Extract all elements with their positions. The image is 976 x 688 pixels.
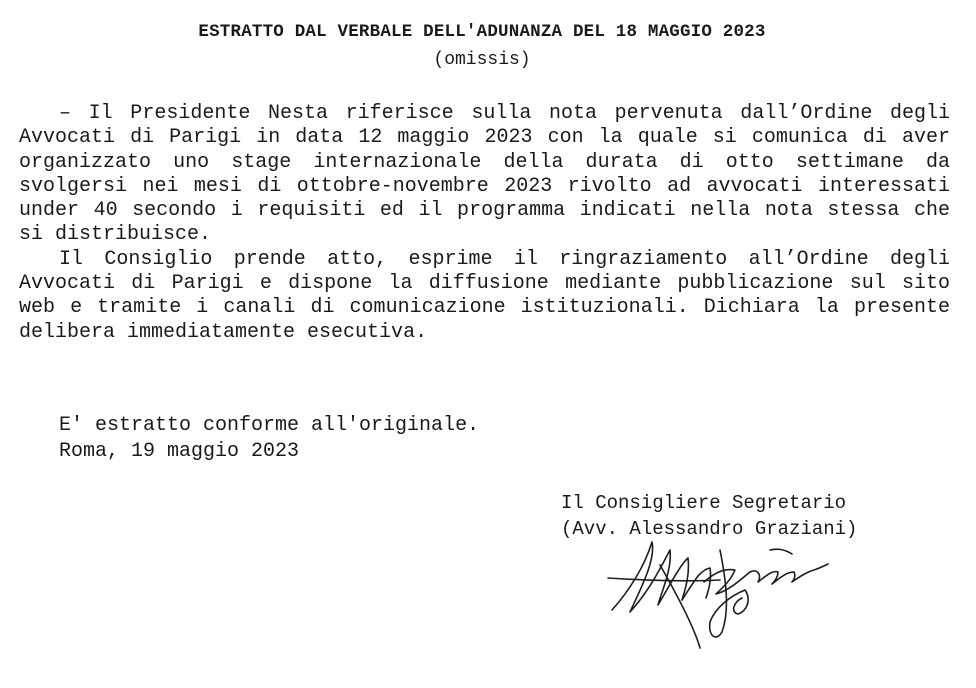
signatory-role: Il Consigliere Segretario	[561, 492, 847, 514]
signatory-name: (Avv. Alessandro Graziani)	[561, 518, 858, 540]
paragraph-2: Il Consiglio prende atto, esprime il ringraziamento all’Ordine degli Avvocati di Parigi e dispone la diffusione mediante pubblicazione sul sito web e tramite i canali di comunicazione istituzionali. Dichiara la presente delibera immediatamente esecutiva.	[19, 247, 950, 344]
paragraph-1: – Il Presidente Nesta riferisce sulla nota pervenuta dall’Ordine degli Avvocati di Parigi in data 12 maggio 2023 con la quale si comunica di aver organizzato uno stage internazionale della durata di otto settimane da svolgersi nei mesi di ottobre-novembre 2023 rivolto ad avvocati interessati under 40 secondo i requisiti ed il programma indicati nella nota stessa che si distribuisce.	[19, 102, 950, 247]
conformity-statement: E' estratto conforme all'originale.	[59, 414, 480, 437]
place-date: Roma, 19 maggio 2023	[59, 440, 300, 463]
document-title: ESTRATTO DAL VERBALE DELL'ADUNANZA DEL 18 MAGGIO 2023	[198, 22, 766, 42]
closing-block	[59, 413, 479, 465]
document-body	[19, 102, 950, 345]
document-subtitle: (omissis)	[433, 50, 531, 70]
handwritten-signature	[600, 520, 840, 650]
